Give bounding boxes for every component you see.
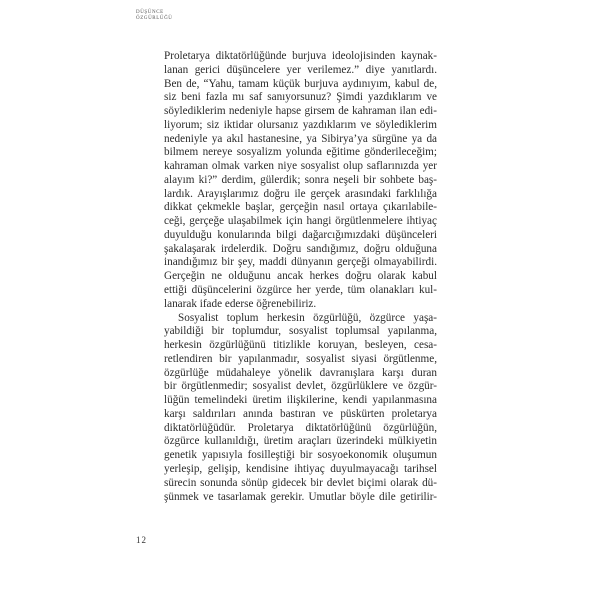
text-line: yerleşip, gelişip, kendisine ihtiyaç duyulmayacağı tarihsel xyxy=(164,462,437,475)
text-line: duyulduğu konularında bilgi dağarcığımızdaki düşünceleri xyxy=(164,228,437,241)
header-line-2: ÖZGÜRLÜĞÜ xyxy=(136,15,173,21)
text-line: şünmek ve tasarlamak gerekir. Umutlar böyle dile getirilir- xyxy=(164,490,437,503)
text-line: ceği, gerçeğe ulaşabilmek için hangi örgütlenmelere ihtiyaç xyxy=(164,215,437,228)
text-line: bir örgütlenmedir; sosyalist devlet, özgürlüklere ve özgür- xyxy=(164,380,437,393)
text-line: inandığımız bir şey, maddi dünyanın gerçeği olmayabilirdi. xyxy=(164,256,437,269)
text-line: nedeniyle ya akıl hastanesine, ya Sibirya’ya sürgüne ya da xyxy=(164,132,437,145)
text-line: bilmem nereye sosyalizm yolunda eğitime gönderileceğim; xyxy=(164,146,437,159)
body-text xyxy=(164,50,437,504)
text-line: liyorum; siz iktidar olursanız yazdıklarım ve söylediklerim xyxy=(164,118,437,131)
text-line: siz beni fazla mı saf sanıyorsunuz? Şimdi yazdıklarım ve xyxy=(164,91,437,104)
text-line: söylediklerim nedeniyle hapse girsem de kahraman ilan edi- xyxy=(164,105,437,118)
text-line: alayım ki?” derdim, gülerdik; sonra neşeli bir sohbete baş- xyxy=(164,173,437,186)
paragraph xyxy=(164,312,437,505)
text-line: özgürce kullanıldığı, üretim araçları üzerindeki mülkiyetin xyxy=(164,435,437,448)
text-line: özgürlüğe müdahaleye yönelik davranışlara karşı duran xyxy=(164,366,437,379)
paragraph xyxy=(164,50,437,312)
text-line: lüğün temelindeki üretim ilişkilerine, kendi yapılanmasına xyxy=(164,394,437,407)
text-line: dikkat çekmekle başlar, gerçeğin nasıl ortaya çıkarılabile- xyxy=(164,201,437,214)
text-line: şakalaşarak irdelerdik. Doğru sandığımız, doğru olduğuna xyxy=(164,242,437,255)
text-line: genetik yapısıyla fosilleştiği bir sosyoekonomik oluşumun xyxy=(164,449,437,462)
text-line: yabildiği bir toplumdur, sosyalist toplumsal yapılanma, xyxy=(164,325,437,338)
text-line: lardık. Arayışlarımız doğru ile gerçek arasındaki farklılığa xyxy=(164,187,437,200)
text-line: Gerçeğin ne olduğunu ancak herkes doğru olarak kabul xyxy=(164,270,437,283)
text-line: lanan gerici düşüncelere yer verilemez.” diye yanıtlardı. xyxy=(164,63,437,76)
text-line: sürecin sonunda sönüp gidecek bir devlet biçimi olarak dü- xyxy=(164,476,437,489)
header-line-1: DÜŞÜNCE xyxy=(136,10,164,15)
text-line: kahraman olmak varken niye sosyalist olup saflarınızda yer xyxy=(164,160,437,173)
text-line: karşı saldırıları anında bastıran ve püskürten proletarya xyxy=(164,407,437,420)
page-number: 12 xyxy=(136,535,147,545)
text-line: ettiği düşüncelerini özgürce her yerde, tüm olanakları kul- xyxy=(164,284,437,297)
text-line: Ben de, “Yahu, tamam küçük burjuva aydınıyım, kabul de, xyxy=(164,77,437,90)
text-line: diktatörlüğüdür. Proletarya diktatörlüğünü özgürlüğün, xyxy=(164,421,437,434)
running-header xyxy=(136,10,173,21)
text-line: lanarak ifade ederse öğrenebiliriz. xyxy=(164,297,317,310)
text-line: herkesin özgürlüğünü titizlikle koruyan, besleyen, cesa- xyxy=(164,339,437,352)
text-line: Proletarya diktatörlüğünde burjuva ideolojisinden kaynak- xyxy=(164,50,437,62)
text-line: Sosyalist toplum herkesin özgürlüğü, özgürce yaşa- xyxy=(178,311,437,324)
text-line: retlendiren bir yapılanmadır, sosyalist siyasi örgütlenme, xyxy=(164,352,437,365)
